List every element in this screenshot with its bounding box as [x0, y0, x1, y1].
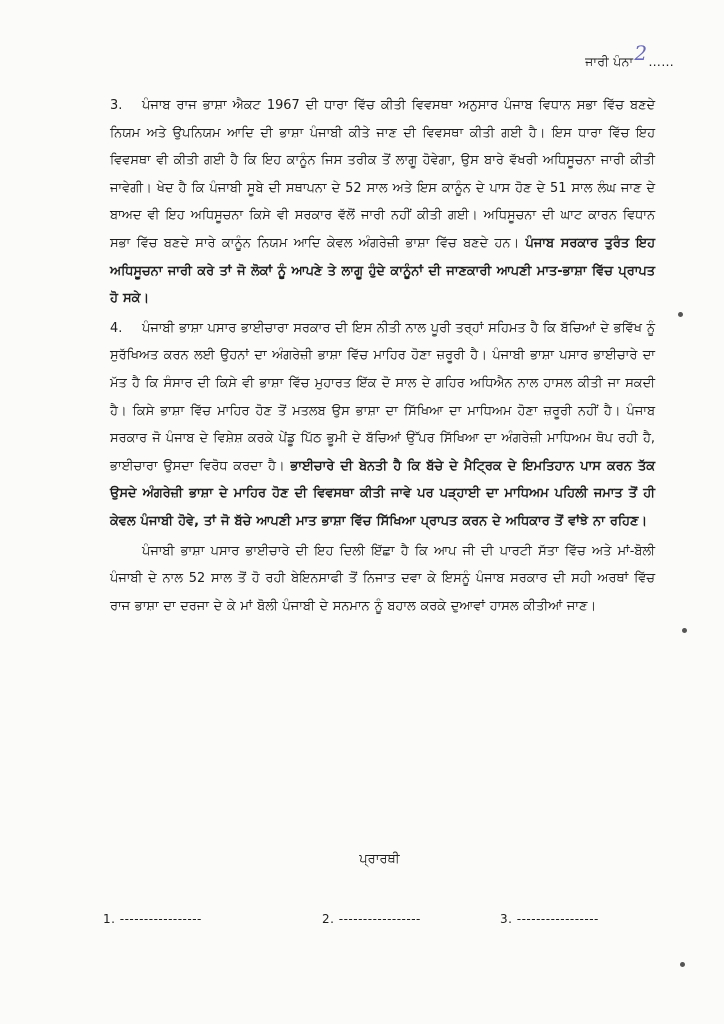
page-number: 2: [634, 41, 648, 65]
paragraph-bold-text: ਭਾਈਚਾਰੇ ਦੀ ਬੇਨਤੀ ਹੈ ਕਿ ਬੱਚੇ ਦੇ ਮੈਟ੍ਰਿਕ ਦੇ ਇਮਤਿਹਾਨ ਪਾਸ ਕਰਨ ਤੱਕ ਉਸਦੇ ਅੰਗਰੇਜ਼ੀ ਭਾਸ਼ਾ ਦੇ ਮਾਹਿਰ ਹੋਣ ਦੀ ਵਿਵਸਥਾ ਕੀਤੀ ਜਾਵੇ ਪਰ ਪੜ੍ਹਾਈ ਦਾ ਮਾਧਿਅਮ ਪਹਿਲੀ ਜਮਾਤ ਤੋਂ ਹੀ ਕੇਵਲ ਪੰਜਾਬੀ ਹੋਵੇ, ਤਾਂ ਜੋ ਬੱਚੇ ਆਪਣੀ ਮਾਤ ਭਾਸ਼ਾ ਵਿੱਚ ਸਿੱਖਿਆ ਪ੍ਰਾਪਤ ਕਰਨ ਦੇ ਅਧਿਕਾਰ ਤੋਂ ਵਾਂਝੇ ਨਾ ਰਹਿਣ।: [110, 458, 655, 529]
signoff-label: ਪ੍ਰਾਰਥੀ: [359, 852, 400, 867]
paragraph-number: 4.: [110, 320, 123, 336]
paragraph-4: [110, 315, 655, 536]
continued-dots: ……: [648, 54, 674, 69]
continued-marker: [585, 41, 674, 71]
scan-speck: [678, 312, 683, 317]
paragraph-text: ਪੰਜਾਬੀ ਭਾਸ਼ਾ ਪਸਾਰ ਭਾਈਚਾਰਾ ਸਰਕਾਰ ਦੀ ਇਸ ਨੀਤੀ ਨਾਲ ਪੂਰੀ ਤਰ੍ਹਾਂ ਸਹਿਮਤ ਹੈ ਕਿ ਬੱਚਿਆਂ ਦੇ ਭਵਿੱਖ ਨੂੰ ਸੁਰੱਖਿਅਤ ਕਰਨ ਲਈ ਉਹਨਾਂ ਦਾ ਅੰਗਰੇਜ਼ੀ ਭਾਸ਼ਾ ਵਿੱਚ ਮਾਹਿਰ ਹੋਣਾ ਜ਼ਰੂਰੀ ਹੈ। ਪੰਜਾਬੀ ਭਾਸ਼ਾ ਪਸਾਰ ਭਾਈਚਾਰੇ ਦਾ ਮੱਤ ਹੈ ਕਿ ਸੰਸਾਰ ਦੀ ਕਿਸੇ ਵੀ ਭਾਸ਼ਾ ਵਿੱਚ ਮੁਹਾਰਤ ਇੱਕ ਦੋ ਸਾਲ ਦੇ ਗਹਿਰ ਅਧਿਐਨ ਨਾਲ ਹਾਸਲ ਕੀਤੀ ਜਾ ਸਕਦੀ ਹੈ। ਕਿਸੇ ਭਾਸ਼ਾ ਵਿੱਚ ਮਾਹਿਰ ਹੋਣ ਤੋਂ ਮਤਲਬ ਉਸ ਭਾਸ਼ਾ ਦਾ ਸਿੱਖਿਆ ਦਾ ਮਾਧਿਅਮ ਹੋਣਾ ਜ਼ਰੂਰੀ ਨਹੀਂ ਹੈ। ਪੰਜਾਬ ਸਰਕਾਰ ਜੋ ਪੰਜਾਬ ਦੇ ਵਿਸ਼ੇਸ਼ ਕਰਕੇ ਪੇਂਡੂ ਪਿੱਠ ਭੂਮੀ ਦੇ ਬੱਚਿਆਂ ਉੱਪਰ ਸਿੱਖਿਆ ਦਾ ਅੰਗਰੇਜ਼ੀ ਮਾਧਿਅਮ ਥੋਪ ਰਹੀ ਹੈ, ਭਾਈਚਾਰਾ ਉਸਦਾ ਵਿਰੋਧ ਕਰਦਾ ਹੈ।: [110, 320, 655, 474]
scan-speck: [680, 962, 685, 967]
closing-paragraph: ਪੰਜਾਬੀ ਭਾਸ਼ਾ ਪਸਾਰ ਭਾਈਚਾਰੇ ਦੀ ਇਹ ਦਿਲੀ ਇੱਛਾ ਹੈ ਕਿ ਆਪ ਜੀ ਦੀ ਪਾਰਟੀ ਸੱਤਾ ਵਿੱਚ ਅਤੇ ਮਾਂ-ਬੋਲੀ ਪੰਜਾਬੀ ਦੇ ਨਾਲ 52 ਸਾਲ ਤੋਂ ਹੋ ਰਹੀ ਬੇਇਨਸਾਫੀ ਤੋਂ ਨਿਜਾਤ ਦਵਾ ਕੇ ਇਸਨੂੰ ਪੰਜਾਬ ਸਰਕਾਰ ਦੀ ਸਹੀ ਅਰਥਾਂ ਵਿੱਚ ਰਾਜ ਭਾਸ਼ਾ ਦਾ ਦਰਜਾ ਦੇ ਕੇ ਮਾਂ ਬੋਲੀ ਪੰਜਾਬੀ ਦੇ ਸਨਮਾਨ ਨੂੰ ਬਹਾਲ ਕਰਕੇ ਦੁਆਵਾਂ ਹਾਸਲ ਕੀਤੀਆਂ ਜਾਣ।: [110, 543, 655, 614]
paragraph-number: 3.: [110, 98, 123, 113]
scan-speck: [682, 628, 687, 633]
continued-label: ਜਾਰੀ ਪੰਨਾ: [585, 54, 634, 69]
paragraph-3: [110, 92, 655, 313]
signature-line-1: 1. -----------------: [103, 912, 202, 926]
paragraph-text: ਪੰਜਾਬ ਰਾਜ ਭਾਸ਼ਾ ਐਕਟ 1967 ਦੀ ਧਾਰਾ ਵਿੱਚ ਕੀਤੀ ਵਿਵਸਥਾ ਅਨੁਸਾਰ ਪੰਜਾਬ ਵਿਧਾਨ ਸਭਾ ਵਿੱਚ ਬਣਦੇ ਨਿਯਮ ਅਤੇ ਉਪਨਿਯਮ ਆਦਿ ਦੀ ਭਾਸ਼ਾ ਪੰਜਾਬੀ ਕੀਤੇ ਜਾਣ ਦੀ ਵਿਵਸਥਾ ਕੀਤੀ ਗਈ ਹੈ। ਇਸ ਧਾਰਾ ਵਿੱਚ ਇਹ ਵਿਵਸਥਾ ਵੀ ਕੀਤੀ ਗਈ ਹੈ ਕਿ ਇਹ ਕਾਨੂੰਨ ਜਿਸ ਤਰੀਕ ਤੋਂ ਲਾਗੂ ਹੋਵੇਗਾ, ਉਸ ਬਾਰੇ ਵੱਖਰੀ ਅਧਿਸੂਚਨਾ ਜਾਰੀ ਕੀਤੀ ਜਾਵੇਗੀ। ਖੇਦ ਹੈ ਕਿ ਪੰਜਾਬੀ ਸੂਬੇ ਦੀ ਸਥਾਪਨਾ ਦੇ 52 ਸਾਲ ਅਤੇ ਇਸ ਕਾਨੂੰਨ ਦੇ ਪਾਸ ਹੋਣ ਦੇ 51 ਸਾਲ ਲੰਘ ਜਾਣ ਦੇ ਬਾਅਦ ਵੀ ਇਹ ਅਧਿਸੂਚਨਾ ਕਿਸੇ ਵੀ ਸਰਕਾਰ ਵੱਲੋਂ ਜਾਰੀ ਨਹੀਂ ਕੀਤੀ ਗਈ। ਅਧਿਸੂਚਨਾ ਦੀ ਘਾਟ ਕਾਰਨ ਵਿਧਾਨ ਸਭਾ ਵਿੱਚ ਬਣਦੇ ਸਾਰੇ ਕਾਨੂੰਨ ਨਿਯਮ ਆਦਿ ਕੇਵਲ ਅੰਗਰੇਜ਼ੀ ਭਾਸ਼ਾ ਵਿੱਚ ਬਣਦੇ ਹਨ।: [110, 98, 655, 251]
letter-body: [110, 92, 655, 620]
signature-line-3: 3. -----------------: [500, 912, 599, 926]
signature-line-2: 2. -----------------: [322, 912, 421, 926]
paragraph-bold-text: ਪੰਜਾਬ ਸਰਕਾਰ ਤੁਰੰਤ ਇਹ ਅਧਿਸੂਚਨਾ ਜਾਰੀ ਕਰੇ ਤਾਂ ਜੋ ਲੋਕਾਂ ਨੂੰ ਆਪਣੇ ਤੇ ਲਾਗੂ ਹੁੰਦੇ ਕਾਨੂੰਨਾਂ ਦੀ ਜਾਣਕਾਰੀ ਆਪਣੀ ਮਾਤ-ਭਾਸ਼ਾ ਵਿੱਚ ਪ੍ਰਾਪਤ ਹੋ ਸਕੇ।: [110, 235, 655, 307]
